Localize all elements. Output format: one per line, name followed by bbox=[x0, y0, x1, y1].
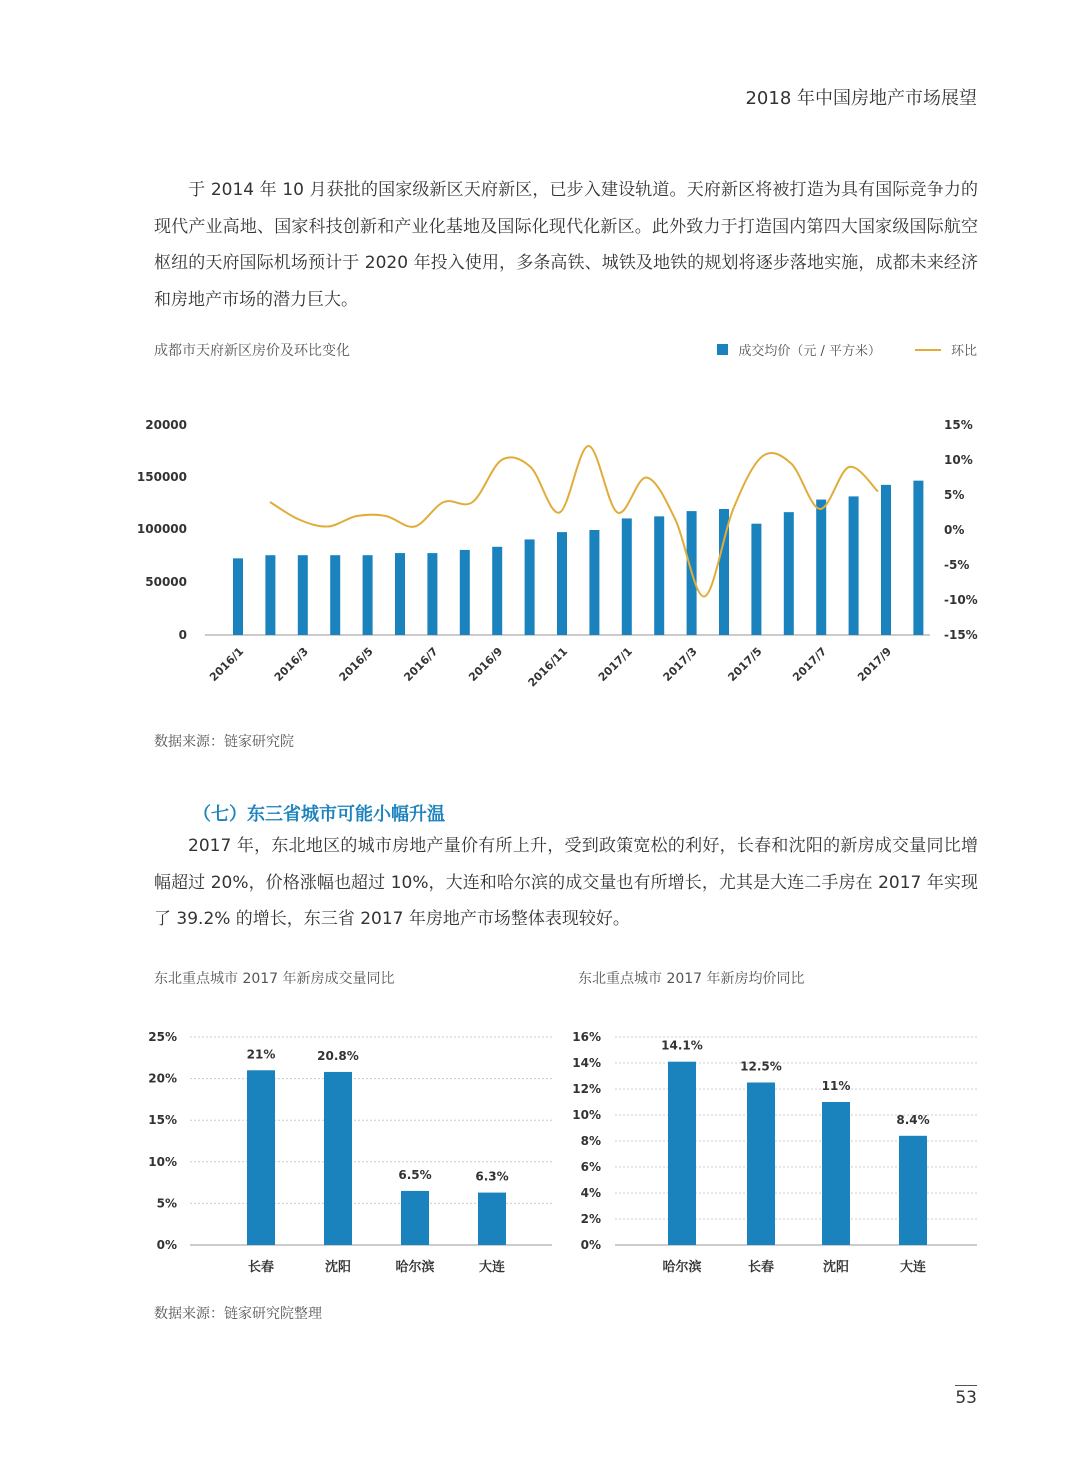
x-category-label: 大连 bbox=[478, 1260, 506, 1275]
y-tick-label: 25% bbox=[148, 1030, 177, 1044]
x-tick-label: 2017/3 bbox=[660, 644, 700, 685]
chart-title-price-yoy: 东北重点城市 2017 年新房均价同比 bbox=[578, 971, 805, 987]
y-left-tick-label: 150000 bbox=[136, 470, 187, 484]
data-label: 20.8% bbox=[317, 1048, 359, 1063]
chart-title-volume: 东北重点城市 2017 年新房成交量同比 bbox=[154, 971, 395, 987]
legend-bar-label: 成交均价（元 / 平方米） bbox=[738, 344, 881, 359]
x-tick-label: 2017/9 bbox=[855, 644, 895, 685]
chart-title-tianfu: 成都市天府新区房价及环比变化 bbox=[154, 343, 350, 359]
y-left-tick-label: 0 bbox=[178, 628, 187, 642]
data-label: 8.4% bbox=[896, 1112, 930, 1127]
y-tick-label: 5% bbox=[156, 1196, 177, 1211]
x-category-label: 哈尔滨 bbox=[395, 1260, 435, 1275]
x-tick-label: 2017/1 bbox=[595, 644, 635, 685]
x-category-label: 沈阳 bbox=[822, 1260, 850, 1275]
x-tick-label: 2016/5 bbox=[336, 644, 376, 685]
x-tick-label: 2017/7 bbox=[790, 644, 830, 685]
x-tick-label: 2016/7 bbox=[401, 644, 441, 685]
y-tick-label: 16% bbox=[572, 1030, 601, 1044]
data-label: 11% bbox=[821, 1079, 851, 1093]
bar bbox=[747, 1083, 775, 1246]
y-right-tick-label: -10% bbox=[944, 593, 978, 607]
data-source-2: 数据来源：链家研究院整理 bbox=[154, 1306, 322, 1322]
x-tick-label: 2016/9 bbox=[466, 644, 506, 685]
y-right-tick-label: 15% bbox=[944, 418, 973, 432]
x-tick-label: 2016/3 bbox=[271, 644, 311, 685]
x-category-label: 沈阳 bbox=[324, 1260, 352, 1275]
y-tick-label: 0% bbox=[580, 1238, 601, 1252]
data-label: 6.3% bbox=[475, 1169, 509, 1184]
paragraph-tianfu-text: 于 2014 年 10 月获批的国家级新区天府新区，已步入建设轨道。天府新区将被打造为具有国际竞争力的现代产业高地、国家科技创新和产业化基地及国际化现代化新区。此外致力于打造国内第四大国家级国际航空枢纽的天府国际机场预计于 2020 年投入使用，多条高铁、城铁及地铁的规划将逐步落地实施，成都未来经济和房地产市场的潜力巨大。 bbox=[154, 180, 978, 310]
x-category-label: 长春 bbox=[247, 1260, 275, 1275]
bar bbox=[899, 1136, 927, 1245]
y-tick-label: 14% bbox=[572, 1056, 601, 1070]
y-left-tick-label: 20000 bbox=[145, 418, 187, 432]
y-tick-label: 12% bbox=[572, 1082, 601, 1096]
data-label: 12.5% bbox=[740, 1059, 782, 1074]
data-label: 6.5% bbox=[398, 1167, 432, 1182]
y-tick-label: 2% bbox=[580, 1212, 601, 1226]
bar bbox=[668, 1062, 696, 1245]
y-tick-label: 10% bbox=[572, 1108, 601, 1122]
bar bbox=[822, 1102, 850, 1245]
y-right-tick-label: 0% bbox=[944, 523, 965, 537]
y-tick-label: 20% bbox=[148, 1071, 177, 1086]
section-heading-northeast: （七）东三省城市可能小幅升温 bbox=[193, 804, 445, 825]
y-right-tick-label: -5% bbox=[944, 558, 970, 572]
paragraph-northeast-text: 2017 年，东北地区的城市房地产量价有所上升，受到政策宽松的利好，长春和沈阳的新房成交量同比增幅超过 20%，价格涨幅也超过 10%，大连和哈尔滨的成交量也有所增长，尤其是大连二手房在 2017 年实现了 39.2% 的增长，东三省 2017 年房地产市场整体表现较好。 bbox=[154, 836, 978, 929]
data-label: 21% bbox=[246, 1047, 276, 1062]
y-right-tick-label: -15% bbox=[944, 628, 978, 642]
y-left-tick-label: 100000 bbox=[136, 522, 187, 536]
x-tick-label: 2016/11 bbox=[525, 644, 571, 690]
y-tick-label: 6% bbox=[580, 1160, 601, 1174]
y-tick-label: 0% bbox=[156, 1238, 177, 1252]
y-right-tick-label: 5% bbox=[944, 488, 965, 502]
x-category-label: 长春 bbox=[747, 1260, 775, 1275]
y-right-tick-label: 10% bbox=[944, 453, 973, 467]
page-number-rule bbox=[955, 1385, 977, 1386]
x-category-label: 哈尔滨 bbox=[662, 1260, 702, 1275]
x-category-label: 大连 bbox=[899, 1260, 927, 1275]
data-label: 14.1% bbox=[661, 1038, 703, 1053]
legend-line-label: 环比 bbox=[950, 344, 977, 359]
y-tick-label: 8% bbox=[580, 1134, 601, 1148]
document-header-title: 2018 年中国房地产市场展望 bbox=[745, 88, 977, 109]
x-tick-label: 2017/5 bbox=[725, 644, 765, 685]
y-left-tick-label: 50000 bbox=[145, 575, 187, 589]
page-number: 53 bbox=[955, 1388, 977, 1408]
x-tick-label: 2016/1 bbox=[207, 644, 247, 685]
y-tick-label: 10% bbox=[148, 1154, 177, 1169]
data-source-1: 数据来源：链家研究院 bbox=[154, 734, 294, 750]
y-tick-label: 15% bbox=[148, 1113, 177, 1128]
y-tick-label: 4% bbox=[580, 1186, 601, 1200]
